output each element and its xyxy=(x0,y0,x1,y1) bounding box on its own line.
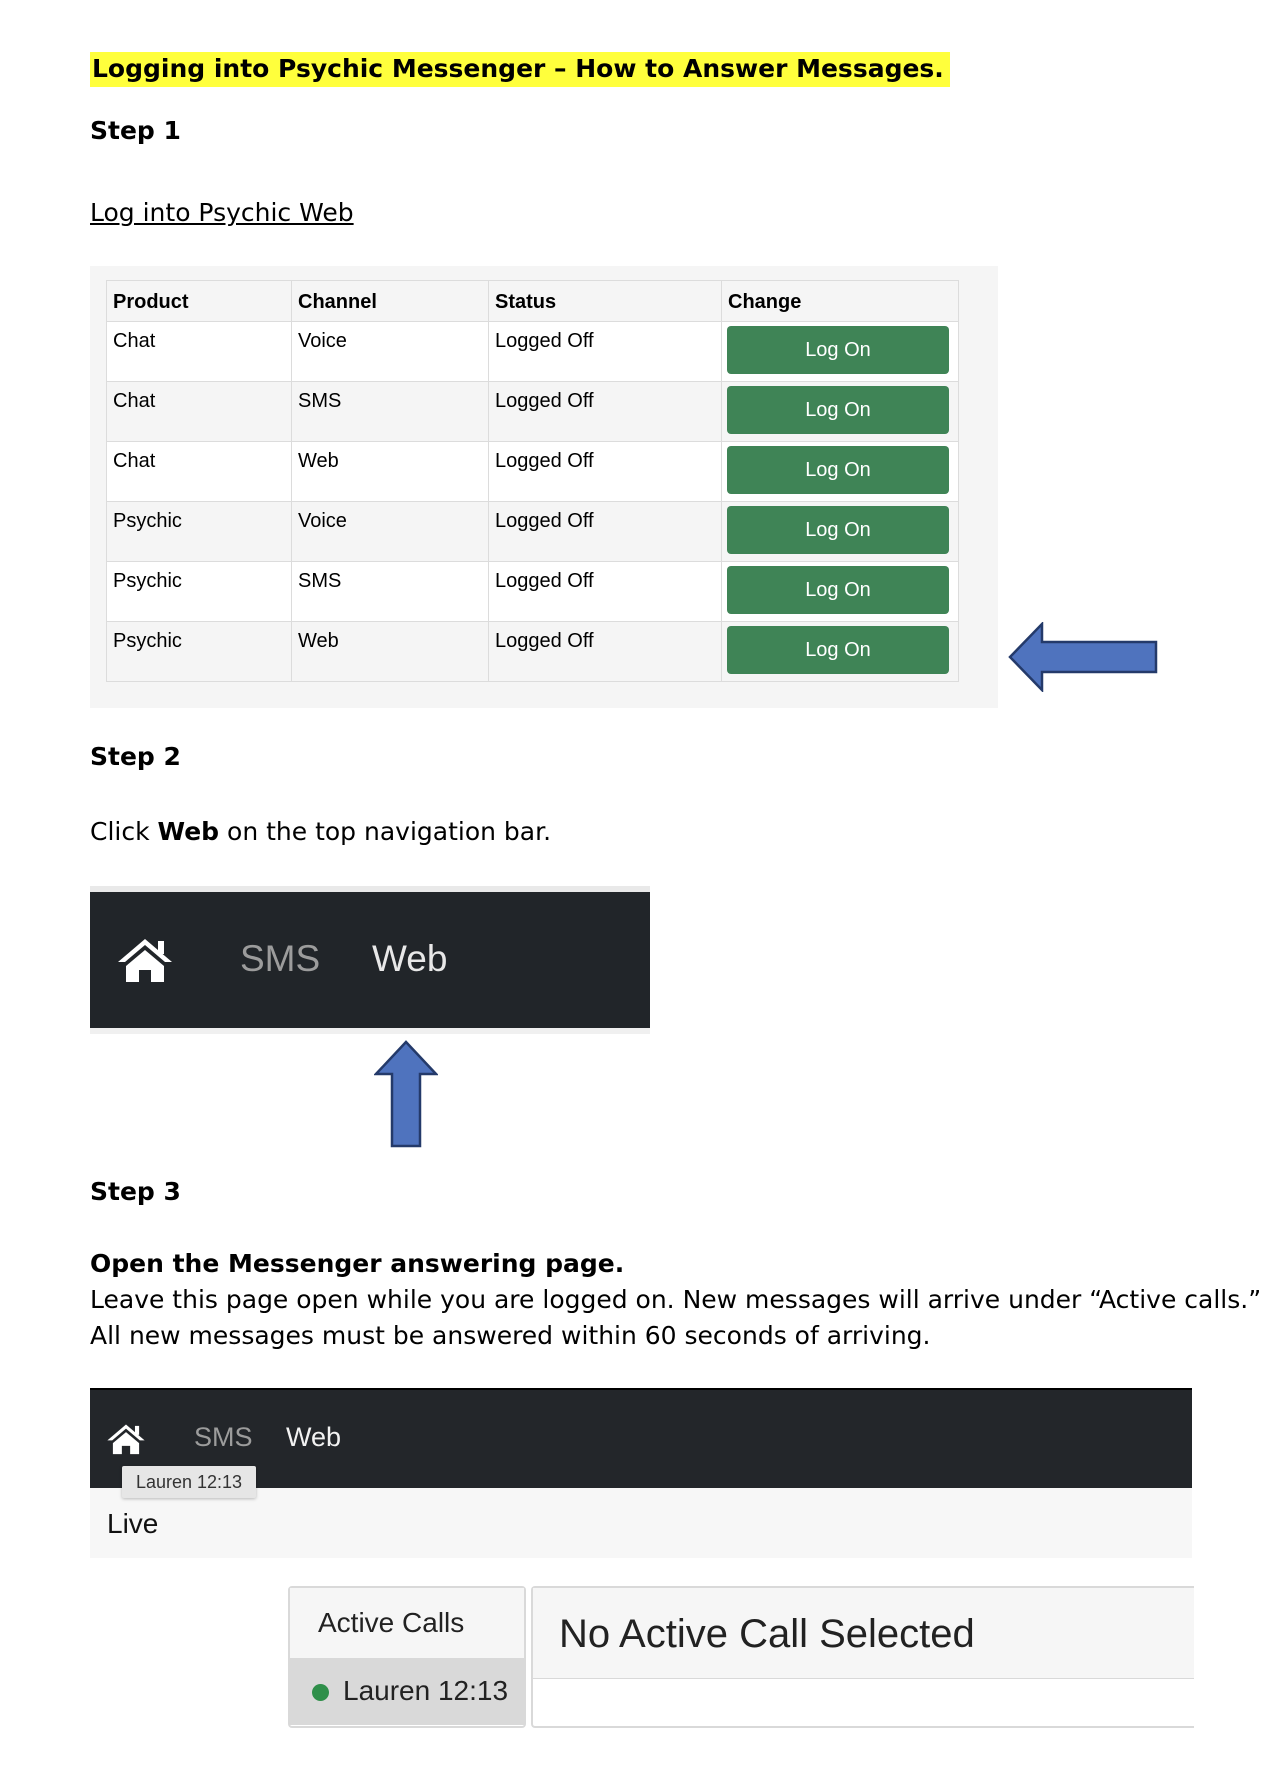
product-cell: Chat xyxy=(107,322,292,382)
step-3-bold-line: Open the Messenger answering page. xyxy=(90,1249,625,1278)
column-header-channel: Channel xyxy=(292,281,489,322)
log-on-button[interactable]: Log On xyxy=(727,326,949,374)
step-3-heading: Step 3 xyxy=(90,1177,181,1206)
product-cell: Chat xyxy=(107,382,292,442)
status-cell: Logged Off xyxy=(489,382,722,442)
column-header-change: Change xyxy=(722,281,959,322)
channel-cell: SMS xyxy=(292,382,489,442)
status-table xyxy=(106,280,959,682)
instruction-bold-web: Web xyxy=(157,817,220,846)
status-cell: Logged Off xyxy=(489,442,722,502)
step-3-line-1: Leave this page open while you are logged on. New messages will arrive under “Active calls.” xyxy=(90,1285,1262,1314)
channel-cell: Web xyxy=(292,442,489,502)
status-cell: Logged Off xyxy=(489,502,722,562)
change-cell xyxy=(722,502,959,562)
log-on-button[interactable]: Log On xyxy=(727,566,949,614)
step-2-instruction xyxy=(90,814,551,850)
channel-cell: Web xyxy=(292,622,489,682)
psychic-web-link[interactable]: Log into Psychic Web xyxy=(90,198,354,227)
step-2-heading: Step 2 xyxy=(90,742,181,771)
nav-sms[interactable]: SMS xyxy=(240,938,321,979)
active-calls-panel xyxy=(288,1586,526,1728)
channel-cell: SMS xyxy=(292,562,489,622)
nav-web[interactable]: Web xyxy=(372,938,448,979)
active-calls-header: Active Calls xyxy=(290,1588,524,1659)
instruction-suffix: on the top navigation bar. xyxy=(219,817,552,846)
table-row xyxy=(107,622,959,682)
log-on-button-psychic-web[interactable]: Log On xyxy=(727,626,949,674)
status-cell: Logged Off xyxy=(489,622,722,682)
table-row xyxy=(107,322,959,382)
log-on-button[interactable]: Log On xyxy=(727,446,949,494)
table-row xyxy=(107,442,959,502)
up-arrow-icon xyxy=(374,1040,438,1148)
table-row xyxy=(107,502,959,562)
change-cell xyxy=(722,382,959,442)
table-row xyxy=(107,562,959,622)
document-title: Logging into Psychic Messenger – How to Answer Messages. xyxy=(90,52,950,87)
top-navigation-bar xyxy=(90,892,650,1028)
product-cell: Chat xyxy=(107,442,292,502)
nav-sms[interactable]: SMS xyxy=(194,1422,253,1452)
status-cell: Logged Off xyxy=(489,562,722,622)
status-cell: Logged Off xyxy=(489,322,722,382)
product-cell: Psychic xyxy=(107,622,292,682)
log-on-button[interactable]: Log On xyxy=(727,386,949,434)
change-cell xyxy=(722,442,959,502)
home-icon[interactable] xyxy=(116,936,174,984)
call-detail-header: No Active Call Selected xyxy=(533,1588,1194,1679)
change-cell xyxy=(722,622,959,682)
change-cell xyxy=(722,562,959,622)
call-detail-panel xyxy=(531,1586,1194,1728)
active-call-item[interactable] xyxy=(290,1659,524,1725)
instruction-prefix: Click xyxy=(90,817,158,846)
navbar-bottom-edge xyxy=(90,1028,650,1034)
left-arrow-icon xyxy=(1008,622,1160,692)
step-3-line-2: All new messages must be answered within 60 seconds of arriving. xyxy=(90,1321,931,1350)
table-row xyxy=(107,382,959,442)
column-header-product: Product xyxy=(107,281,292,322)
nav-web[interactable]: Web xyxy=(286,1422,342,1452)
status-table-screenshot xyxy=(90,266,998,708)
live-label: Live xyxy=(107,1508,159,1539)
live-bar xyxy=(90,1488,1192,1558)
step-1-heading: Step 1 xyxy=(90,116,181,145)
home-icon[interactable] xyxy=(106,1422,146,1456)
online-status-icon xyxy=(312,1684,329,1701)
column-header-status: Status xyxy=(489,281,722,322)
product-cell: Psychic xyxy=(107,562,292,622)
product-cell: Psychic xyxy=(107,502,292,562)
call-tooltip: Lauren 12:13 xyxy=(122,1466,256,1498)
change-cell xyxy=(722,322,959,382)
channel-cell: Voice xyxy=(292,322,489,382)
active-call-label: Lauren 12:13 xyxy=(343,1675,509,1706)
channel-cell: Voice xyxy=(292,502,489,562)
log-on-button[interactable]: Log On xyxy=(727,506,949,554)
